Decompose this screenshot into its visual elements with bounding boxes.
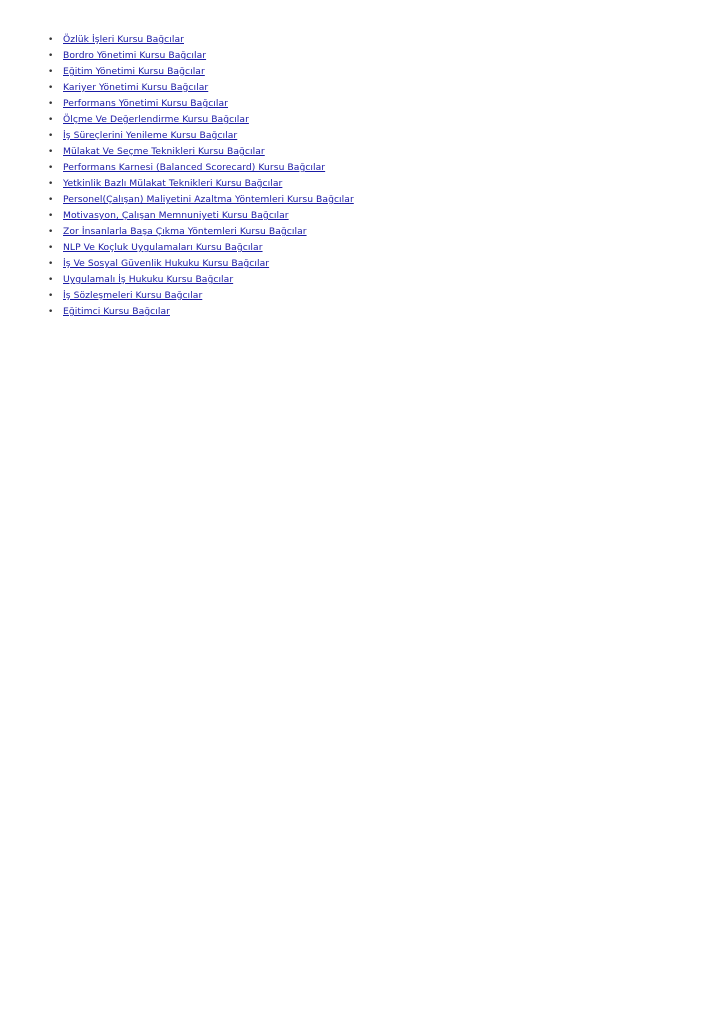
course-link[interactable]: Özlük İşleri Kursu Bağcılar: [63, 34, 184, 45]
bullet: •: [48, 83, 54, 93]
list-item: [48, 256, 354, 272]
course-link[interactable]: Kariyer Yönetimi Kursu Bağcılar: [63, 82, 209, 93]
course-link[interactable]: Eğitimci Kursu Bağcılar: [63, 306, 170, 317]
bullet: •: [48, 195, 54, 205]
list-item: [48, 64, 354, 80]
list-item: [48, 80, 354, 96]
list-item: [48, 176, 354, 192]
bullet: •: [48, 99, 54, 109]
bullet: •: [48, 147, 54, 157]
course-link[interactable]: Yetkinlik Bazlı Mülakat Teknikleri Kursu Bağcılar: [63, 178, 283, 189]
course-link[interactable]: Ölçme Ve Değerlendirme Kursu Bağcılar: [63, 114, 249, 125]
list-item: [48, 160, 354, 176]
bullet: •: [48, 259, 54, 269]
course-link[interactable]: Performans Yönetimi Kursu Bağcılar: [63, 98, 229, 109]
course-link[interactable]: Bordro Yönetimi Kursu Bağcılar: [63, 50, 207, 61]
course-link[interactable]: İş Ve Sosyal Güvenlik Hukuku Kursu Bağcılar: [63, 258, 270, 269]
course-link[interactable]: İş Sözleşmeleri Kursu Bağcılar: [63, 290, 203, 301]
list-item: [48, 272, 354, 288]
course-link-list: [48, 32, 354, 320]
bullet: •: [48, 35, 54, 45]
course-link[interactable]: Mülakat Ve Seçme Teknikleri Kursu Bağcılar: [63, 146, 265, 157]
bullet: •: [48, 163, 54, 173]
course-link[interactable]: İş Süreçlerini Yenileme Kursu Bağcılar: [63, 130, 238, 141]
list-item: [48, 208, 354, 224]
course-link[interactable]: NLP Ve Koçluk Uygulamaları Kursu Bağcılar: [63, 242, 263, 253]
bullet: •: [48, 275, 54, 285]
course-link[interactable]: Personel(Çalışan) Maliyetini Azaltma Yöntemleri Kursu Bağcılar: [63, 194, 354, 205]
list-item: [48, 112, 354, 128]
list-item: [48, 304, 354, 320]
course-link[interactable]: Eğitim Yönetimi Kursu Bağcılar: [63, 66, 205, 77]
course-link[interactable]: Motivasyon, Çalışan Memnuniyeti Kursu Bağcılar: [63, 210, 289, 221]
bullet: •: [48, 67, 54, 77]
list-item: [48, 48, 354, 64]
list-item: [48, 192, 354, 208]
bullet: •: [48, 131, 54, 141]
list-item: [48, 32, 354, 48]
list-item: [48, 96, 354, 112]
bullet: •: [48, 307, 54, 317]
list-item: [48, 288, 354, 304]
bullet: •: [48, 243, 54, 253]
course-link[interactable]: Performans Karnesi (Balanced Scorecard) Kursu Bağcılar: [63, 162, 326, 173]
bullet: •: [48, 291, 54, 301]
bullet: •: [48, 115, 54, 125]
bullet: •: [48, 227, 54, 237]
list-item: [48, 128, 354, 144]
bullet: •: [48, 179, 54, 189]
list-item: [48, 240, 354, 256]
list-item: [48, 224, 354, 240]
course-link[interactable]: Uygulamalı İş Hukuku Kursu Bağcılar: [63, 274, 234, 285]
bullet: •: [48, 211, 54, 221]
list-item: [48, 144, 354, 160]
course-link[interactable]: Zor İnsanlarla Başa Çıkma Yöntemleri Kursu Bağcılar: [63, 226, 307, 237]
bullet: •: [48, 51, 54, 61]
